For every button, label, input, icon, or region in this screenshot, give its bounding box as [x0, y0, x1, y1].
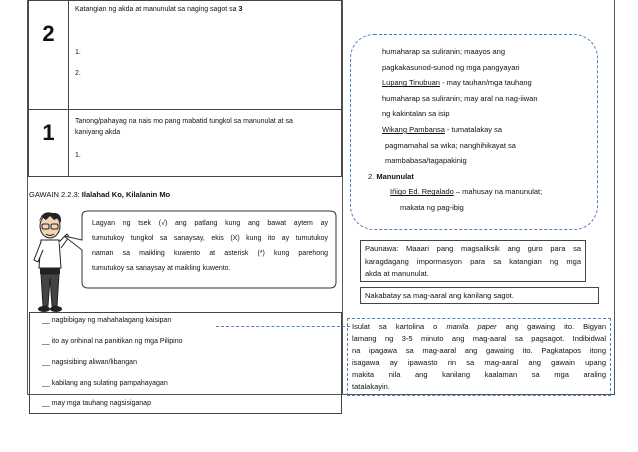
answer-line: 2. Manunulat — [368, 171, 414, 181]
answer-line: pagmamahal sa wika; nanghihikayat sa — [385, 140, 516, 150]
isulat-line: na ipagawa sa mag-aaral ang gawaing ito. Pagkatapos itong — [352, 346, 606, 355]
row-title: Katangian ng akda at manunulat sa naging sagot sa 3 — [75, 6, 243, 13]
isulat-line: isagawa ay ipawasto rin sa mag-aaral ang gawain upang — [352, 358, 606, 367]
speech-bubble-text — [92, 216, 328, 276]
answer-line: Wikang Pambansa - tumatalakay sa — [382, 124, 503, 134]
row-number-col — [29, 110, 69, 176]
table-row-2 — [28, 0, 342, 110]
answer-line: makata ng pag-ibig — [400, 202, 464, 212]
nakabatay-box — [360, 287, 599, 304]
isulat-box — [347, 318, 611, 396]
row-title-line: Tanong/pahayag na nais mo pang mabatid tungkol sa manunulat at sa — [75, 118, 293, 125]
checklist-item: __ ito ay orihinal na panitikan ng mga Pilipino — [42, 338, 183, 345]
checklist-item: __ nagbibigay ng mahahalagang kaisipan — [42, 317, 172, 324]
gawain-heading: GAWAIN 2.2.3: Ilalahad Ko, Kilalanin Mo — [29, 190, 171, 199]
answer-key-text — [368, 44, 593, 216]
checklist-box — [29, 312, 342, 414]
paunawa-line: akda at manunulat. — [365, 269, 429, 278]
speech-line: naman sa maikling kuwento at asterisk (*) kung parehong — [92, 250, 328, 257]
speech-line: Lagyan ng tsek (√) ang patlang kung ang bawat aytem ay — [92, 220, 328, 227]
paunawa-line: Paunawa: Maaari pang magsaliksik ang guro para sa — [365, 244, 581, 253]
table-row-1 — [28, 109, 342, 177]
row-item: 2. — [75, 70, 81, 77]
answer-line: Lupang Tinubuan - may tauhan/mga tauhang — [382, 78, 532, 88]
answer-line: ng kakintalan sa isip — [382, 109, 450, 119]
row-number-col — [29, 1, 69, 109]
checklist-item: __ kabilang ang sulating pampahayagan — [42, 380, 168, 387]
answer-line: mambabasa/tagapakinig — [385, 156, 467, 166]
dashed-connector — [216, 326, 350, 327]
row-number: 2 — [42, 21, 55, 46]
speech-line: tumutukoy sa sanaysay at maikling kuwento. — [92, 265, 231, 272]
column-divider — [342, 0, 343, 395]
answer-line: pagkakasunod-sunod ng mga pangyayari — [382, 62, 520, 72]
speech-line: tumutukoy tungkol sa sanaysay, ekis (X) kung ito ay tumutukoy — [92, 235, 328, 242]
row-title-line: kaniyang akda — [75, 129, 121, 136]
row-number: 1 — [42, 120, 55, 145]
isulat-line: tatalakayin. — [352, 382, 390, 391]
row-item: 1. — [75, 49, 81, 56]
isulat-line: makita nila ang kanilang kaalaman sa mga araling — [352, 370, 606, 379]
isulat-line: Isulat sa kartolina o manila paper ang gawaing ito. Bigyan — [352, 322, 607, 331]
answer-line: Iñigo Ed. Regalado – mahusay na manunulat; — [390, 187, 543, 197]
paunawa-box — [360, 240, 586, 282]
paunawa-line: karagdagang impormasyon para sa katangian ng mga — [365, 256, 581, 266]
row-item: 1. — [75, 152, 81, 159]
nakabatay-text: Nakabatay sa mag-aaral ang kanilang sagot. — [365, 291, 514, 300]
checklist-item: __ nagsisibing aliwan/libangan — [42, 359, 137, 366]
answer-line: humaharap sa suliranin; may aral na nag-iiwan — [382, 93, 538, 103]
isulat-line: lamang ng 3-5 minuto ang mag-aaral sa pagsagot. Indibidwal — [352, 334, 606, 343]
checklist-item: __ may mga tauhang nagsisiganap — [42, 400, 151, 407]
answer-line: humaharap sa suliranin; maayos ang — [382, 47, 505, 56]
